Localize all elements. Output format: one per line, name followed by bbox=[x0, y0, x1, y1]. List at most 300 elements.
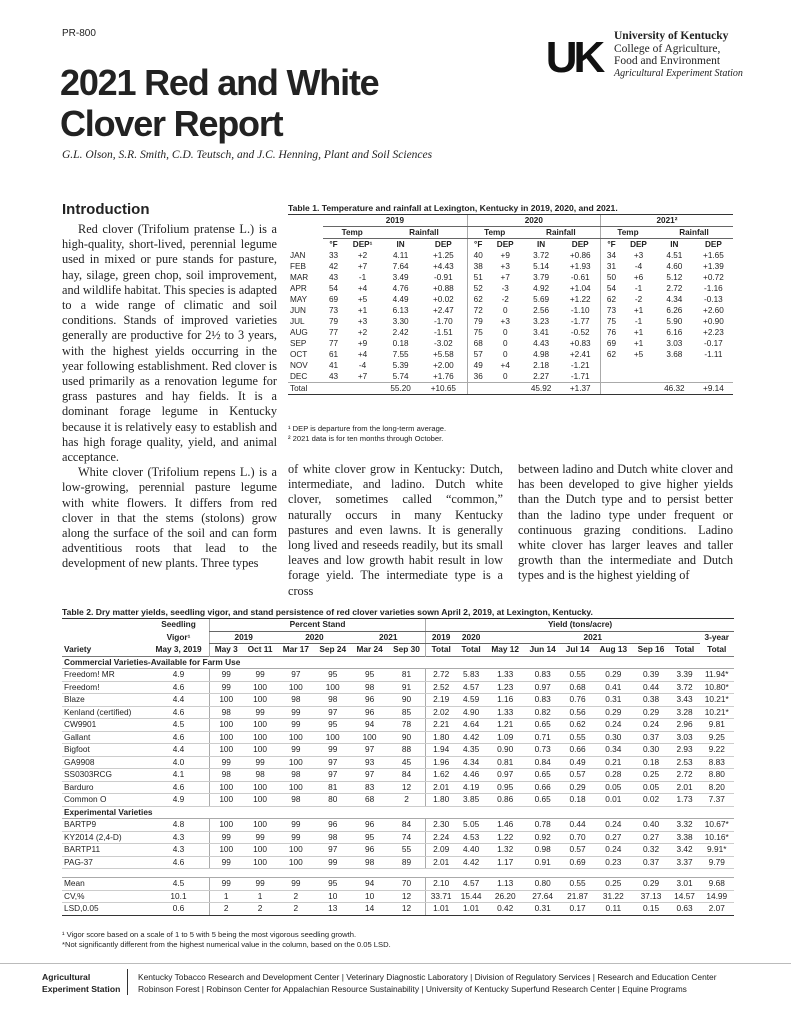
value-cell: 1.62 bbox=[426, 769, 457, 782]
weather-cell: 2.72 bbox=[666, 284, 683, 293]
value-cell: 4.6 bbox=[148, 856, 209, 869]
value-cell: 0.25 bbox=[632, 769, 669, 782]
table-row bbox=[62, 819, 734, 832]
weather-cell: +2 bbox=[344, 250, 381, 261]
value-cell: 100 bbox=[278, 781, 315, 794]
weather-cell: 2.56 bbox=[533, 306, 550, 315]
t1-sub-header: IN bbox=[670, 240, 679, 249]
t2-yield-2021: 2021 bbox=[486, 631, 699, 644]
value-cell: 10.16* bbox=[700, 831, 735, 844]
weather-cell: -1 bbox=[634, 284, 643, 293]
t1-sub-header: DEP bbox=[434, 240, 452, 249]
value-cell: 0.01 bbox=[594, 794, 632, 807]
value-cell: 0.38 bbox=[632, 694, 669, 707]
value-cell: 0.65 bbox=[524, 769, 561, 782]
value-cell: 9.68 bbox=[700, 878, 735, 891]
weather-row bbox=[288, 383, 733, 395]
value-cell: 0.70 bbox=[561, 831, 594, 844]
value-cell: 98 bbox=[314, 831, 351, 844]
weather-cell: +0.86 bbox=[561, 250, 601, 261]
value-cell: 0.65 bbox=[524, 719, 561, 732]
t2-sub-header: Total bbox=[674, 644, 695, 654]
value-cell: 3.72 bbox=[670, 681, 700, 694]
value-cell: 13 bbox=[314, 903, 351, 916]
value-cell: 0.55 bbox=[561, 878, 594, 891]
footer-units-line-1: Kentucky Tobacco Research and Development Center | Veterinary Diagnostic Laboratory | Division of Regulatory Services | Research and Education Center bbox=[138, 972, 717, 982]
weather-cell: -1.10 bbox=[570, 306, 590, 315]
weather-cell: 69 bbox=[600, 338, 622, 349]
weather-cell: +0.88 bbox=[432, 284, 454, 293]
weather-cell: 40 bbox=[467, 250, 489, 261]
weather-cell: 3.23 bbox=[522, 316, 561, 327]
value-cell: 96 bbox=[351, 694, 388, 707]
value-cell: 1.80 bbox=[426, 731, 457, 744]
weather-cell: +3 bbox=[500, 262, 510, 271]
value-cell: 31.22 bbox=[594, 890, 632, 903]
value-cell: 0.24 bbox=[632, 719, 669, 732]
t2-yield-2019: 2019 bbox=[426, 631, 457, 644]
variety-cell: BARTP11 bbox=[62, 844, 148, 857]
value-cell: 94 bbox=[351, 719, 388, 732]
value-cell: 0.40 bbox=[632, 819, 669, 832]
weather-cell: 42 bbox=[328, 262, 339, 271]
value-cell: 100 bbox=[209, 744, 242, 757]
value-cell: 2.01 bbox=[426, 781, 457, 794]
value-cell: 0.65 bbox=[524, 794, 561, 807]
t2-yield-h: Yield (tons/acre) bbox=[426, 619, 734, 632]
value-cell: 8.20 bbox=[700, 781, 735, 794]
intro-heading: Introduction bbox=[62, 201, 150, 218]
month-cell: NOV bbox=[288, 360, 323, 371]
value-cell: 0.66 bbox=[561, 744, 594, 757]
weather-row bbox=[288, 283, 733, 294]
value-cell: 0.62 bbox=[561, 719, 594, 732]
weather-cell: 3.41 bbox=[533, 328, 550, 337]
value-cell: 96 bbox=[351, 819, 388, 832]
value-cell: 4.57 bbox=[456, 878, 486, 891]
value-cell: 98 bbox=[278, 694, 315, 707]
weather-cell bbox=[694, 360, 733, 371]
value-cell: 100 bbox=[278, 756, 315, 769]
yield-table bbox=[62, 618, 734, 916]
weather-cell: 4.98 bbox=[533, 350, 550, 359]
value-cell: 0.44 bbox=[632, 681, 669, 694]
table-row bbox=[62, 831, 734, 844]
month-cell: APR bbox=[290, 284, 307, 293]
t1-sub-header: DEP bbox=[571, 240, 589, 249]
value-cell: 100 bbox=[243, 681, 278, 694]
value-cell: 4.40 bbox=[456, 844, 486, 857]
weather-cell: +2.47 bbox=[432, 306, 454, 315]
weather-cell: 73 bbox=[600, 305, 622, 316]
value-cell: 0.68 bbox=[561, 681, 594, 694]
weather-cell bbox=[344, 383, 381, 395]
weather-row bbox=[288, 316, 733, 327]
weather-cell: +1 bbox=[633, 306, 644, 315]
value-cell: 99 bbox=[278, 719, 315, 732]
weather-cell: +2 bbox=[357, 328, 368, 337]
value-cell: 3.42 bbox=[670, 844, 700, 857]
footer-units bbox=[138, 971, 768, 995]
table-row bbox=[62, 844, 734, 857]
value-cell: 0.84 bbox=[524, 756, 561, 769]
table-row bbox=[62, 781, 734, 794]
t2-sub-header: Oct 11 bbox=[247, 644, 273, 654]
weather-cell: +2.00 bbox=[420, 360, 467, 371]
weather-cell: +4 bbox=[489, 360, 522, 371]
weather-cell: +1 bbox=[633, 328, 644, 337]
value-cell: 0.41 bbox=[594, 681, 632, 694]
value-cell: 81 bbox=[314, 781, 351, 794]
table-row bbox=[62, 694, 734, 707]
value-cell: 70 bbox=[388, 878, 426, 891]
value-cell: 4.35 bbox=[456, 744, 486, 757]
value-cell: 1.09 bbox=[486, 731, 524, 744]
value-cell: 0.66 bbox=[524, 781, 561, 794]
value-cell: 100 bbox=[209, 819, 242, 832]
t2-sub-header: Aug 13 bbox=[599, 644, 628, 654]
value-cell: 2 bbox=[209, 903, 242, 916]
value-cell: 55 bbox=[388, 844, 426, 857]
value-cell: 99 bbox=[243, 878, 278, 891]
table-row bbox=[62, 681, 734, 694]
value-cell: 3.03 bbox=[670, 731, 700, 744]
table1-caption: Table 1. Temperature and rainfall at Lexington, Kentucky in 2019, 2020, and 2021. bbox=[288, 203, 618, 213]
value-cell: 4.6 bbox=[148, 781, 209, 794]
intro-paragraph-4: between ladino and Dutch white clover and has been developed to give higher yields than the Dutch type and to persist better than the ladino type under frequent or continuous grazing conditions. Ladino white clover has larger leaves and taller growth than the intermediate and Dutch types and is the highest yielding of bbox=[518, 462, 733, 583]
value-cell: 4.1 bbox=[148, 769, 209, 782]
weather-cell: 3.72 bbox=[522, 250, 561, 261]
weather-cell: 52 bbox=[467, 283, 489, 294]
value-cell: 10 bbox=[314, 890, 351, 903]
value-cell: 8.80 bbox=[700, 769, 735, 782]
weather-cell: 36 bbox=[467, 371, 489, 383]
value-cell: 0.05 bbox=[594, 781, 632, 794]
weather-cell: 51 bbox=[467, 272, 489, 283]
weather-cell: +1 bbox=[357, 306, 368, 315]
title-line-2: Clover Report bbox=[60, 103, 283, 144]
value-cell: 0.29 bbox=[594, 669, 632, 682]
value-cell: 0.18 bbox=[632, 756, 669, 769]
weather-cell: 55.20 bbox=[381, 383, 420, 395]
value-cell: 96 bbox=[351, 706, 388, 719]
t1-sub-header: DEP bbox=[496, 240, 514, 249]
weather-cell: 50 bbox=[600, 272, 622, 283]
value-cell: 3.37 bbox=[670, 856, 700, 869]
table-row bbox=[62, 756, 734, 769]
weather-cell: +0.02 bbox=[420, 294, 467, 305]
value-cell: 74 bbox=[388, 831, 426, 844]
value-cell: 14.57 bbox=[670, 890, 700, 903]
variety-cell: CV,% bbox=[62, 890, 148, 903]
weather-cell: -1.71 bbox=[561, 371, 601, 383]
value-cell: 0.63 bbox=[670, 903, 700, 916]
report-code: PR-800 bbox=[62, 28, 96, 39]
weather-cell: -0.13 bbox=[694, 294, 733, 305]
weather-cell: -1 bbox=[622, 316, 655, 327]
t2-footnote-1: ¹ Vigor score based on a scale of 1 to 5 with 5 being the most vigorous seedling growth. bbox=[62, 930, 357, 939]
value-cell: 2.72 bbox=[426, 669, 457, 682]
variety-cell: Freedom! bbox=[62, 681, 148, 694]
weather-cell: 0 bbox=[502, 350, 508, 359]
table-row bbox=[62, 890, 734, 903]
weather-cell: 68 bbox=[467, 338, 489, 349]
value-cell: 97 bbox=[278, 669, 315, 682]
weather-row bbox=[288, 305, 733, 316]
t1-sub-header: °F bbox=[467, 239, 489, 251]
value-cell: 100 bbox=[209, 844, 242, 857]
value-cell: 0.56 bbox=[561, 706, 594, 719]
weather-cell bbox=[655, 371, 694, 383]
value-cell: 100 bbox=[278, 844, 315, 857]
value-cell: 4.4 bbox=[148, 694, 209, 707]
t2-variety-h: Variety bbox=[64, 643, 92, 654]
weather-cell: 5.12 bbox=[655, 272, 694, 283]
value-cell: 99 bbox=[209, 856, 242, 869]
weather-cell: 45.92 bbox=[522, 383, 561, 395]
value-cell: 2 bbox=[243, 903, 278, 916]
value-cell: 99 bbox=[278, 831, 315, 844]
variety-cell: Barduro bbox=[62, 781, 148, 794]
value-cell: 5.05 bbox=[456, 819, 486, 832]
weather-cell: +1.25 bbox=[420, 250, 467, 261]
value-cell: 100 bbox=[243, 719, 278, 732]
t1-rain-h: Rainfall bbox=[381, 227, 467, 239]
value-cell: 4.46 bbox=[456, 769, 486, 782]
value-cell: 4.42 bbox=[456, 731, 486, 744]
t2-sub-header: Jun 14 bbox=[529, 644, 556, 654]
weather-row bbox=[288, 371, 733, 383]
weather-cell: 2.18 bbox=[522, 360, 561, 371]
value-cell: 0.42 bbox=[486, 903, 524, 916]
value-cell: 100 bbox=[314, 731, 351, 744]
weather-cell: 54 bbox=[600, 283, 622, 294]
value-cell: 0.90 bbox=[486, 744, 524, 757]
value-cell: 4.59 bbox=[456, 694, 486, 707]
value-cell: 0.57 bbox=[561, 769, 594, 782]
footer-vertical-divider bbox=[127, 969, 128, 995]
weather-cell: +2.60 bbox=[703, 306, 724, 315]
value-cell: 2.72 bbox=[670, 769, 700, 782]
value-cell: 0.29 bbox=[632, 878, 669, 891]
value-cell: 1 bbox=[243, 890, 278, 903]
value-cell: 4.53 bbox=[456, 831, 486, 844]
value-cell: 83 bbox=[351, 781, 388, 794]
variety-cell: BARTP9 bbox=[62, 819, 148, 832]
weather-cell: 72 bbox=[467, 305, 489, 316]
table1-footnotes bbox=[288, 424, 446, 443]
weather-cell: +1.65 bbox=[694, 250, 733, 261]
weather-row bbox=[288, 272, 733, 283]
value-cell: 10 bbox=[351, 890, 388, 903]
value-cell: 12 bbox=[388, 781, 426, 794]
month-cell: AUG bbox=[290, 328, 308, 337]
weather-cell: -1.21 bbox=[561, 360, 601, 371]
weather-cell: -0.61 bbox=[561, 272, 601, 283]
weather-cell: -3 bbox=[501, 284, 509, 293]
value-cell: 88 bbox=[388, 744, 426, 757]
uk-logo-icon bbox=[545, 32, 602, 82]
value-cell: 21.87 bbox=[561, 890, 594, 903]
station-name: Agricultural Experiment Station bbox=[614, 67, 743, 79]
weather-cell: 49 bbox=[467, 360, 489, 371]
value-cell: 0.30 bbox=[594, 731, 632, 744]
value-cell: 100 bbox=[243, 856, 278, 869]
value-cell: 4.5 bbox=[148, 878, 209, 891]
value-cell: 0.30 bbox=[632, 744, 669, 757]
t2-stand-h: Percent Stand bbox=[209, 619, 425, 632]
weather-cell: +1.76 bbox=[420, 371, 467, 383]
weather-cell: -1.11 bbox=[704, 350, 723, 359]
value-cell: 4.6 bbox=[148, 681, 209, 694]
value-cell: 93 bbox=[351, 756, 388, 769]
value-cell: 9.79 bbox=[700, 856, 735, 869]
value-cell: 95 bbox=[314, 719, 351, 732]
value-cell: 99 bbox=[314, 744, 351, 757]
weather-cell: +9.14 bbox=[694, 383, 733, 395]
weather-cell: 79 bbox=[467, 316, 489, 327]
value-cell: 0.95 bbox=[486, 781, 524, 794]
footer-station bbox=[42, 971, 120, 995]
value-cell: 4.3 bbox=[148, 844, 209, 857]
value-cell: 15.44 bbox=[456, 890, 486, 903]
weather-cell: 62 bbox=[600, 349, 622, 360]
weather-cell: +4 bbox=[357, 284, 368, 293]
value-cell: 2.19 bbox=[426, 694, 457, 707]
value-cell: 0.11 bbox=[594, 903, 632, 916]
weather-cell: 4.43 bbox=[522, 338, 561, 349]
value-cell: 2.09 bbox=[426, 844, 457, 857]
value-cell: 98 bbox=[209, 769, 242, 782]
college-line-1: College of Agriculture, bbox=[614, 42, 721, 55]
value-cell: 2.93 bbox=[670, 744, 700, 757]
value-cell: 0.21 bbox=[594, 756, 632, 769]
value-cell: 4.3 bbox=[148, 831, 209, 844]
weather-cell: +1 bbox=[622, 338, 655, 349]
weather-cell: +4.43 bbox=[432, 262, 454, 271]
value-cell: 89 bbox=[388, 856, 426, 869]
value-cell: 100 bbox=[243, 844, 278, 857]
value-cell: 3.32 bbox=[670, 819, 700, 832]
value-cell: 1.33 bbox=[486, 669, 524, 682]
t1-temp-h: Temp bbox=[323, 227, 381, 239]
weather-cell: -0.91 bbox=[420, 272, 467, 283]
table-row bbox=[62, 731, 734, 744]
t1-rain-h: Rainfall bbox=[522, 227, 601, 239]
value-cell: 100 bbox=[278, 856, 315, 869]
weather-cell bbox=[600, 383, 622, 395]
weather-cell: 75 bbox=[467, 327, 489, 338]
value-cell: 100 bbox=[209, 781, 242, 794]
value-cell: 100 bbox=[209, 694, 242, 707]
weather-cell: 0 bbox=[489, 338, 522, 349]
month-cell: JUN bbox=[290, 306, 306, 315]
value-cell: 3.85 bbox=[456, 794, 486, 807]
logo-text: UK bbox=[545, 33, 602, 82]
weather-cell: 4.92 bbox=[533, 284, 550, 293]
weather-cell bbox=[622, 371, 655, 383]
value-cell: 0.24 bbox=[594, 819, 632, 832]
weather-cell bbox=[489, 383, 522, 395]
value-cell: 98 bbox=[243, 769, 278, 782]
value-cell: 0.55 bbox=[561, 669, 594, 682]
weather-cell: 73 bbox=[328, 306, 339, 315]
value-cell: 0.24 bbox=[594, 719, 632, 732]
value-cell: 97 bbox=[314, 844, 351, 857]
value-cell: 4.9 bbox=[148, 794, 209, 807]
college-line-2: Food and Environment bbox=[614, 55, 721, 67]
value-cell: 4.57 bbox=[456, 681, 486, 694]
weather-cell: 69 bbox=[323, 294, 344, 305]
t2-stand-2021: 2021 bbox=[351, 631, 425, 644]
value-cell: 4.6 bbox=[148, 706, 209, 719]
t1-sub-header: °F bbox=[329, 240, 338, 249]
weather-cell: 77 bbox=[328, 328, 339, 337]
table-row bbox=[62, 744, 734, 757]
t2-yield-2020: 2020 bbox=[456, 631, 486, 644]
weather-cell: +5 bbox=[344, 294, 381, 305]
value-cell: 1 bbox=[209, 890, 242, 903]
value-cell: 100 bbox=[243, 731, 278, 744]
value-cell: 1.33 bbox=[486, 706, 524, 719]
value-cell: 0.98 bbox=[524, 844, 561, 857]
value-cell: 9.22 bbox=[700, 744, 735, 757]
weather-cell: 0 bbox=[502, 306, 508, 315]
value-cell: 1.73 bbox=[670, 794, 700, 807]
weather-row bbox=[288, 294, 733, 305]
value-cell: 11.94* bbox=[700, 669, 735, 682]
t2-sub-header: May 12 bbox=[491, 644, 520, 654]
value-cell: 2.52 bbox=[426, 681, 457, 694]
value-cell: 4.6 bbox=[148, 731, 209, 744]
value-cell: 0.83 bbox=[524, 669, 561, 682]
t2-sub-header: May 3 bbox=[209, 644, 242, 657]
weather-cell: 43 bbox=[323, 371, 344, 383]
value-cell: 0.97 bbox=[524, 681, 561, 694]
value-cell: 100 bbox=[243, 694, 278, 707]
value-cell: 0.39 bbox=[632, 669, 669, 682]
t1-sub-header: DEP¹ bbox=[352, 240, 373, 249]
month-cell: OCT bbox=[290, 350, 308, 359]
value-cell: 1.16 bbox=[486, 694, 524, 707]
weather-cell bbox=[622, 360, 655, 371]
t2-sub-header: Total bbox=[461, 644, 481, 654]
weather-cell: -1.77 bbox=[561, 316, 601, 327]
value-cell: 4.5 bbox=[148, 719, 209, 732]
weather-cell: -3.02 bbox=[420, 338, 467, 349]
value-cell: 0.92 bbox=[524, 831, 561, 844]
t1-sub-header: IN bbox=[537, 240, 546, 249]
table2-caption: Table 2. Dry matter yields, seedling vigor, and stand persistence of red clover varieties sown April 2, 2019, at Lexington, Kentucky. bbox=[62, 607, 593, 617]
value-cell: 100 bbox=[351, 731, 388, 744]
value-cell: 1.94 bbox=[426, 744, 457, 757]
weather-cell: +9 bbox=[489, 250, 522, 261]
weather-cell: 34 bbox=[600, 250, 622, 261]
value-cell: 98 bbox=[278, 794, 315, 807]
value-cell: 0.23 bbox=[594, 856, 632, 869]
weather-cell: 62 bbox=[600, 294, 622, 305]
weather-cell: +7 bbox=[489, 272, 522, 283]
value-cell: 84 bbox=[388, 769, 426, 782]
value-cell: 0.73 bbox=[524, 744, 561, 757]
value-cell: 97 bbox=[314, 769, 351, 782]
weather-cell: 3.49 bbox=[381, 272, 420, 283]
value-cell: 0.78 bbox=[524, 819, 561, 832]
value-cell: 37.13 bbox=[632, 890, 669, 903]
value-cell: 0.17 bbox=[561, 903, 594, 916]
t2-vigor-h2: Vigor¹ bbox=[166, 631, 191, 642]
value-cell: 95 bbox=[351, 831, 388, 844]
